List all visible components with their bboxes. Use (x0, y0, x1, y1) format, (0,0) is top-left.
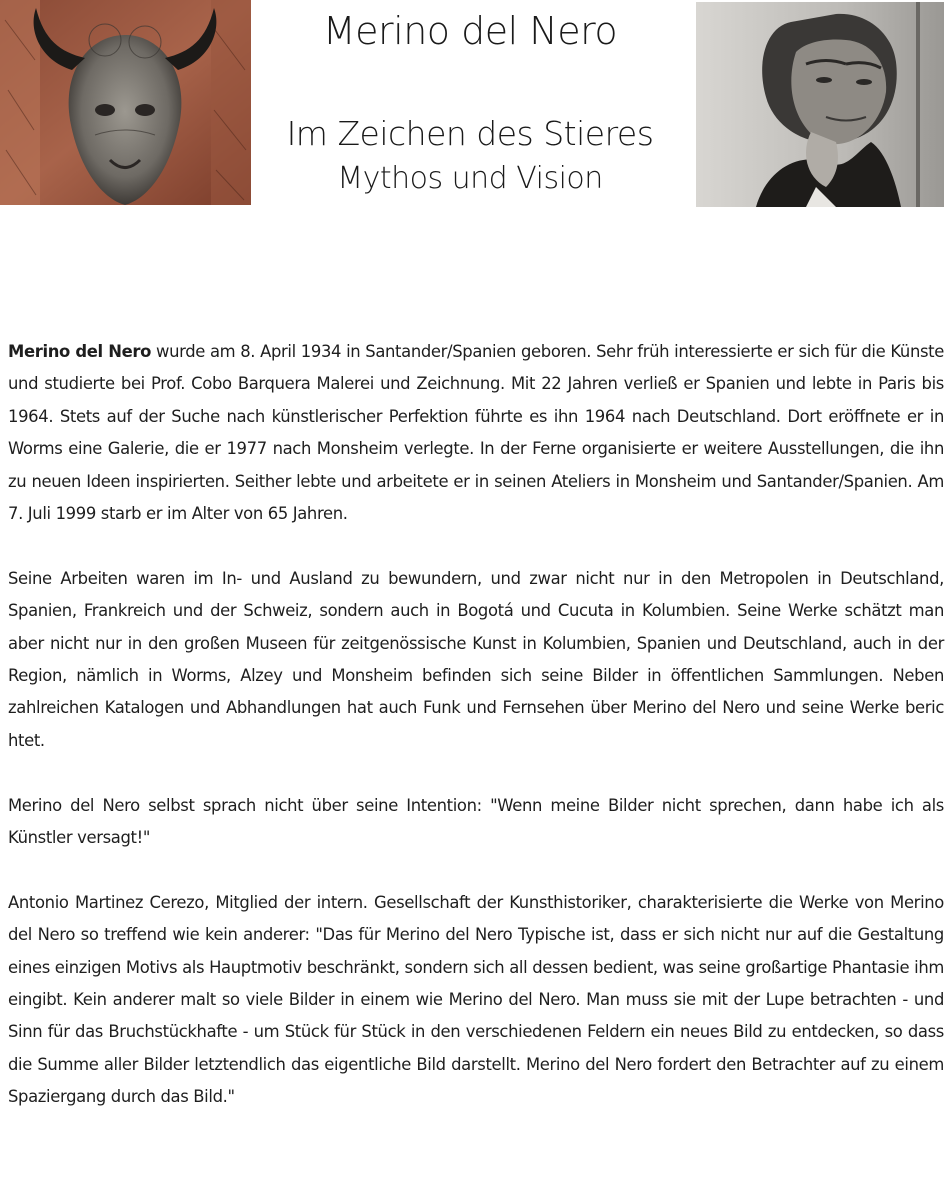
biography-text (8, 336, 944, 1114)
exhibition-title: Im Zeichen des Stieres (286, 114, 654, 153)
bull-artwork-image (0, 0, 251, 205)
artist-portrait-photo (696, 2, 944, 207)
exhibition-subtitle: Mythos und Vision (337, 161, 603, 196)
paragraph-critique: Antonio Martinez Cerezo, Mitglied der intern. Gesellschaft der Kunsthistoriker, charakterisierte die Werke von Merino del Nero so treffend wie kein anderer: "Das für Merino del Nero Typische ist, dass er sich nicht nur auf die Gestaltung eines einzigen Motivs als Hauptmotiv beschränkt, sondern sich all dessen bedient, was seine großartige Phantasie ihm eingibt. Kein anderer malt so viele Bilder in einem wie Merino del Nero. Man muss sie mit der Lupe betrachten - und Sinn für das Bruchstückhafte - um Stück für Stück in den verschiedenen Feldern ein neues Bild zu entdecken, so dass die Summe aller Bilder letztendlich das eigentliche Bild darstellt. Merino del Nero fordert den Betrachter auf zu einem Spaziergang durch das Bild." (8, 892, 944, 1107)
paragraph-quote: Merino del Nero selbst sprach nicht über seine Intention: "Wenn meine Bilder nicht sprechen, dann habe ich als Künstler versagt!" (8, 795, 944, 848)
paragraph-biography-text: wurde am 8. April 1934 in Santander/Spanien geboren. Sehr früh interessierte er sich für die Künste und studierte bei Prof. Cobo Barquera Malerei und Zeichnung. Mit 22 Jahren verließ er Spanien und lebte in Paris bis 1964. Stets auf der Suche nach künstlerischer Perfektion führte es ihn 1964 nach Deutschland. Dort eröffnete er in Worms eine Galerie, die er 1977 nach Monsheim verlegte. In der Ferne organisierte er weitere Ausstellungen, die ihn zu neuen Ideen inspirierten. Seither lebte und arbeitete er in seinen Ateliers in Monsheim und Santander/Spanien. Am 7. Juli 1999 starb er im Alter von 65 Jahren. (8, 342, 944, 524)
artist-name: Merino del Nero (8, 342, 152, 361)
paragraph-biography (8, 336, 944, 530)
page-title: Merino del Nero (322, 9, 618, 53)
paragraph-exhibitions: Seine Arbeiten waren im In- und Ausland zu bewundern, und zwar nicht nur in den Metropolen in Deutschland, Spanien, Frankreich und der Schweiz, sondern auch in Bogotá und Cucuta in Kolumbien. Seine Werke schätzt man aber nicht nur in den großen Museen für zeitgenössische Kunst in Kolumbien, Spanien und Deutschland, auch in der Region, nämlich in Worms, Alzey und Monsheim befinden sich seine Bilder in öffentlichen Sammlungen. Neben zahlreichen Katalogen und Abhandlungen hat auch Funk und Fernsehen über Merino del Nero und seine Werke beric htet. (8, 568, 944, 750)
